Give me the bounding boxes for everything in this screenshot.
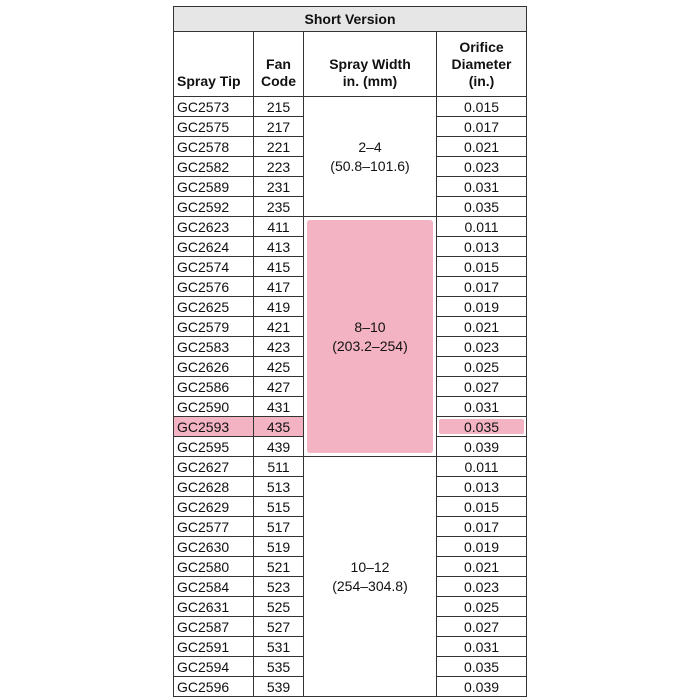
orifice-diameter-cell: 0.019 <box>437 537 527 557</box>
fan-code-cell: 415 <box>254 257 304 277</box>
fan-code-cell: 521 <box>254 557 304 577</box>
spray-tip-cell: GC2591 <box>174 637 254 657</box>
header-fan-code-line2: Code <box>261 73 296 89</box>
spray-tip-cell: GC2628 <box>174 477 254 497</box>
spray-tip-cell: GC2592 <box>174 197 254 217</box>
orifice-diameter-cell: 0.039 <box>437 437 527 457</box>
spray-tip-table <box>173 6 527 697</box>
fan-code-cell: 439 <box>254 437 304 457</box>
orifice-diameter-cell: 0.023 <box>437 157 527 177</box>
fan-code-cell: 411 <box>254 217 304 237</box>
fan-code-cell: 423 <box>254 337 304 357</box>
spray-tip-cell: GC2584 <box>174 577 254 597</box>
fan-code-cell: 525 <box>254 597 304 617</box>
orifice-diameter-cell: 0.025 <box>437 597 527 617</box>
fan-code-cell: 523 <box>254 577 304 597</box>
fan-code-cell: 217 <box>254 117 304 137</box>
orifice-diameter-cell: 0.021 <box>437 557 527 577</box>
spray-tip-cell: GC2630 <box>174 537 254 557</box>
orifice-diameter-cell: 0.015 <box>437 97 527 117</box>
fan-code-cell: 539 <box>254 677 304 697</box>
fan-code-cell: 419 <box>254 297 304 317</box>
header-orifice-line1: Orifice <box>459 39 504 55</box>
fan-code-cell: 431 <box>254 397 304 417</box>
spray-width-mm: (203.2–254) <box>332 337 408 354</box>
spray-tip-cell: GC2631 <box>174 597 254 617</box>
header-orifice-line2: Diameter <box>451 56 512 72</box>
header-fan-code-line1: Fan <box>266 56 291 72</box>
orifice-diameter-cell: 0.013 <box>437 477 527 497</box>
fan-code-cell: 517 <box>254 517 304 537</box>
fan-code-cell: 421 <box>254 317 304 337</box>
orifice-diameter-cell: 0.021 <box>437 317 527 337</box>
orifice-diameter-cell: 0.031 <box>437 637 527 657</box>
spray-width-text <box>304 138 436 176</box>
spray-width-inches: 10–12 <box>350 558 390 575</box>
orifice-diameter-cell <box>437 417 527 437</box>
spray-tip-cell: GC2627 <box>174 457 254 477</box>
table-row[interactable] <box>174 457 527 477</box>
fan-code-cell: 427 <box>254 377 304 397</box>
spray-width-mm: (254–304.8) <box>332 577 408 594</box>
orifice-diameter-cell: 0.027 <box>437 377 527 397</box>
orifice-diameter-cell: 0.017 <box>437 517 527 537</box>
orifice-diameter-cell: 0.017 <box>437 117 527 137</box>
spray-width-text <box>304 318 436 356</box>
spray-tip-cell: GC2579 <box>174 317 254 337</box>
spray-tip-cell: GC2575 <box>174 117 254 137</box>
spray-width-cell <box>304 457 437 697</box>
header-fan-code <box>254 32 304 97</box>
spray-tip-cell: GC2625 <box>174 297 254 317</box>
fan-code-cell: 519 <box>254 537 304 557</box>
spray-tip-cell: GC2573 <box>174 97 254 117</box>
header-spray-width-line1: Spray Width <box>329 56 411 72</box>
fan-code-cell: 223 <box>254 157 304 177</box>
spray-width-mm: (50.8–101.6) <box>330 157 410 174</box>
spray-tip-cell: GC2577 <box>174 517 254 537</box>
fan-code-cell: 235 <box>254 197 304 217</box>
fan-code-cell: 413 <box>254 237 304 257</box>
orifice-diameter-cell: 0.021 <box>437 137 527 157</box>
orifice-diameter-cell: 0.015 <box>437 497 527 517</box>
spray-tip-cell: GC2587 <box>174 617 254 637</box>
spray-tip-cell: GC2626 <box>174 357 254 377</box>
spray-tip-cell: GC2583 <box>174 337 254 357</box>
spray-tip-cell: GC2586 <box>174 377 254 397</box>
orifice-diameter-cell: 0.011 <box>437 217 527 237</box>
orifice-diameter-cell: 0.019 <box>437 297 527 317</box>
header-spray-tip: Spray Tip <box>174 32 254 97</box>
spray-tip-cell: GC2574 <box>174 257 254 277</box>
fan-code-cell: 535 <box>254 657 304 677</box>
spray-tip-table-container <box>173 6 526 697</box>
orifice-diameter-cell: 0.035 <box>437 197 527 217</box>
spray-tip-cell: GC2623 <box>174 217 254 237</box>
orifice-diameter-cell: 0.023 <box>437 337 527 357</box>
orifice-diameter-cell: 0.015 <box>437 257 527 277</box>
table-body <box>174 97 527 697</box>
header-orifice-diameter <box>437 32 527 97</box>
orifice-diameter-cell: 0.017 <box>437 277 527 297</box>
spray-width-cell <box>304 217 437 457</box>
spray-tip-cell: GC2593 <box>174 417 254 437</box>
table-row[interactable] <box>174 217 527 237</box>
fan-code-cell: 531 <box>254 637 304 657</box>
spray-width-cell <box>304 97 437 217</box>
fan-code-cell: 527 <box>254 617 304 637</box>
spray-tip-cell: GC2580 <box>174 557 254 577</box>
fan-code-cell: 425 <box>254 357 304 377</box>
fan-code-cell: 515 <box>254 497 304 517</box>
spray-width-inches: 8–10 <box>354 318 386 335</box>
fan-code-cell: 221 <box>254 137 304 157</box>
spray-tip-cell: GC2624 <box>174 237 254 257</box>
header-spray-width <box>304 32 437 97</box>
spray-tip-cell: GC2629 <box>174 497 254 517</box>
spray-width-inches: 2–4 <box>358 138 382 155</box>
orifice-diameter-cell: 0.039 <box>437 677 527 697</box>
spray-tip-cell: GC2595 <box>174 437 254 457</box>
fan-code-cell: 435 <box>254 417 304 437</box>
orifice-diameter-cell: 0.013 <box>437 237 527 257</box>
table-row[interactable] <box>174 97 527 117</box>
spray-tip-cell: GC2578 <box>174 137 254 157</box>
spray-tip-cell: GC2589 <box>174 177 254 197</box>
header-spray-width-line2: in. (mm) <box>342 73 398 89</box>
spray-tip-cell: GC2576 <box>174 277 254 297</box>
spray-width-text <box>304 558 436 596</box>
orifice-diameter-cell: 0.025 <box>437 357 527 377</box>
fan-code-cell: 231 <box>254 177 304 197</box>
header-orifice-line3: (in.) <box>468 73 495 89</box>
table-title: Short Version <box>174 7 527 32</box>
orifice-diameter-cell: 0.031 <box>437 177 527 197</box>
orifice-diameter-cell: 0.035 <box>437 657 527 677</box>
orifice-diameter-value: 0.035 <box>463 418 500 435</box>
spray-tip-cell: GC2596 <box>174 677 254 697</box>
orifice-diameter-cell: 0.023 <box>437 577 527 597</box>
fan-code-cell: 417 <box>254 277 304 297</box>
fan-code-cell: 511 <box>254 457 304 477</box>
spray-tip-cell: GC2582 <box>174 157 254 177</box>
orifice-diameter-cell: 0.031 <box>437 397 527 417</box>
fan-code-cell: 215 <box>254 97 304 117</box>
orifice-diameter-cell: 0.027 <box>437 617 527 637</box>
orifice-diameter-cell: 0.011 <box>437 457 527 477</box>
fan-code-cell: 513 <box>254 477 304 497</box>
spray-tip-cell: GC2590 <box>174 397 254 417</box>
spray-tip-cell: GC2594 <box>174 657 254 677</box>
